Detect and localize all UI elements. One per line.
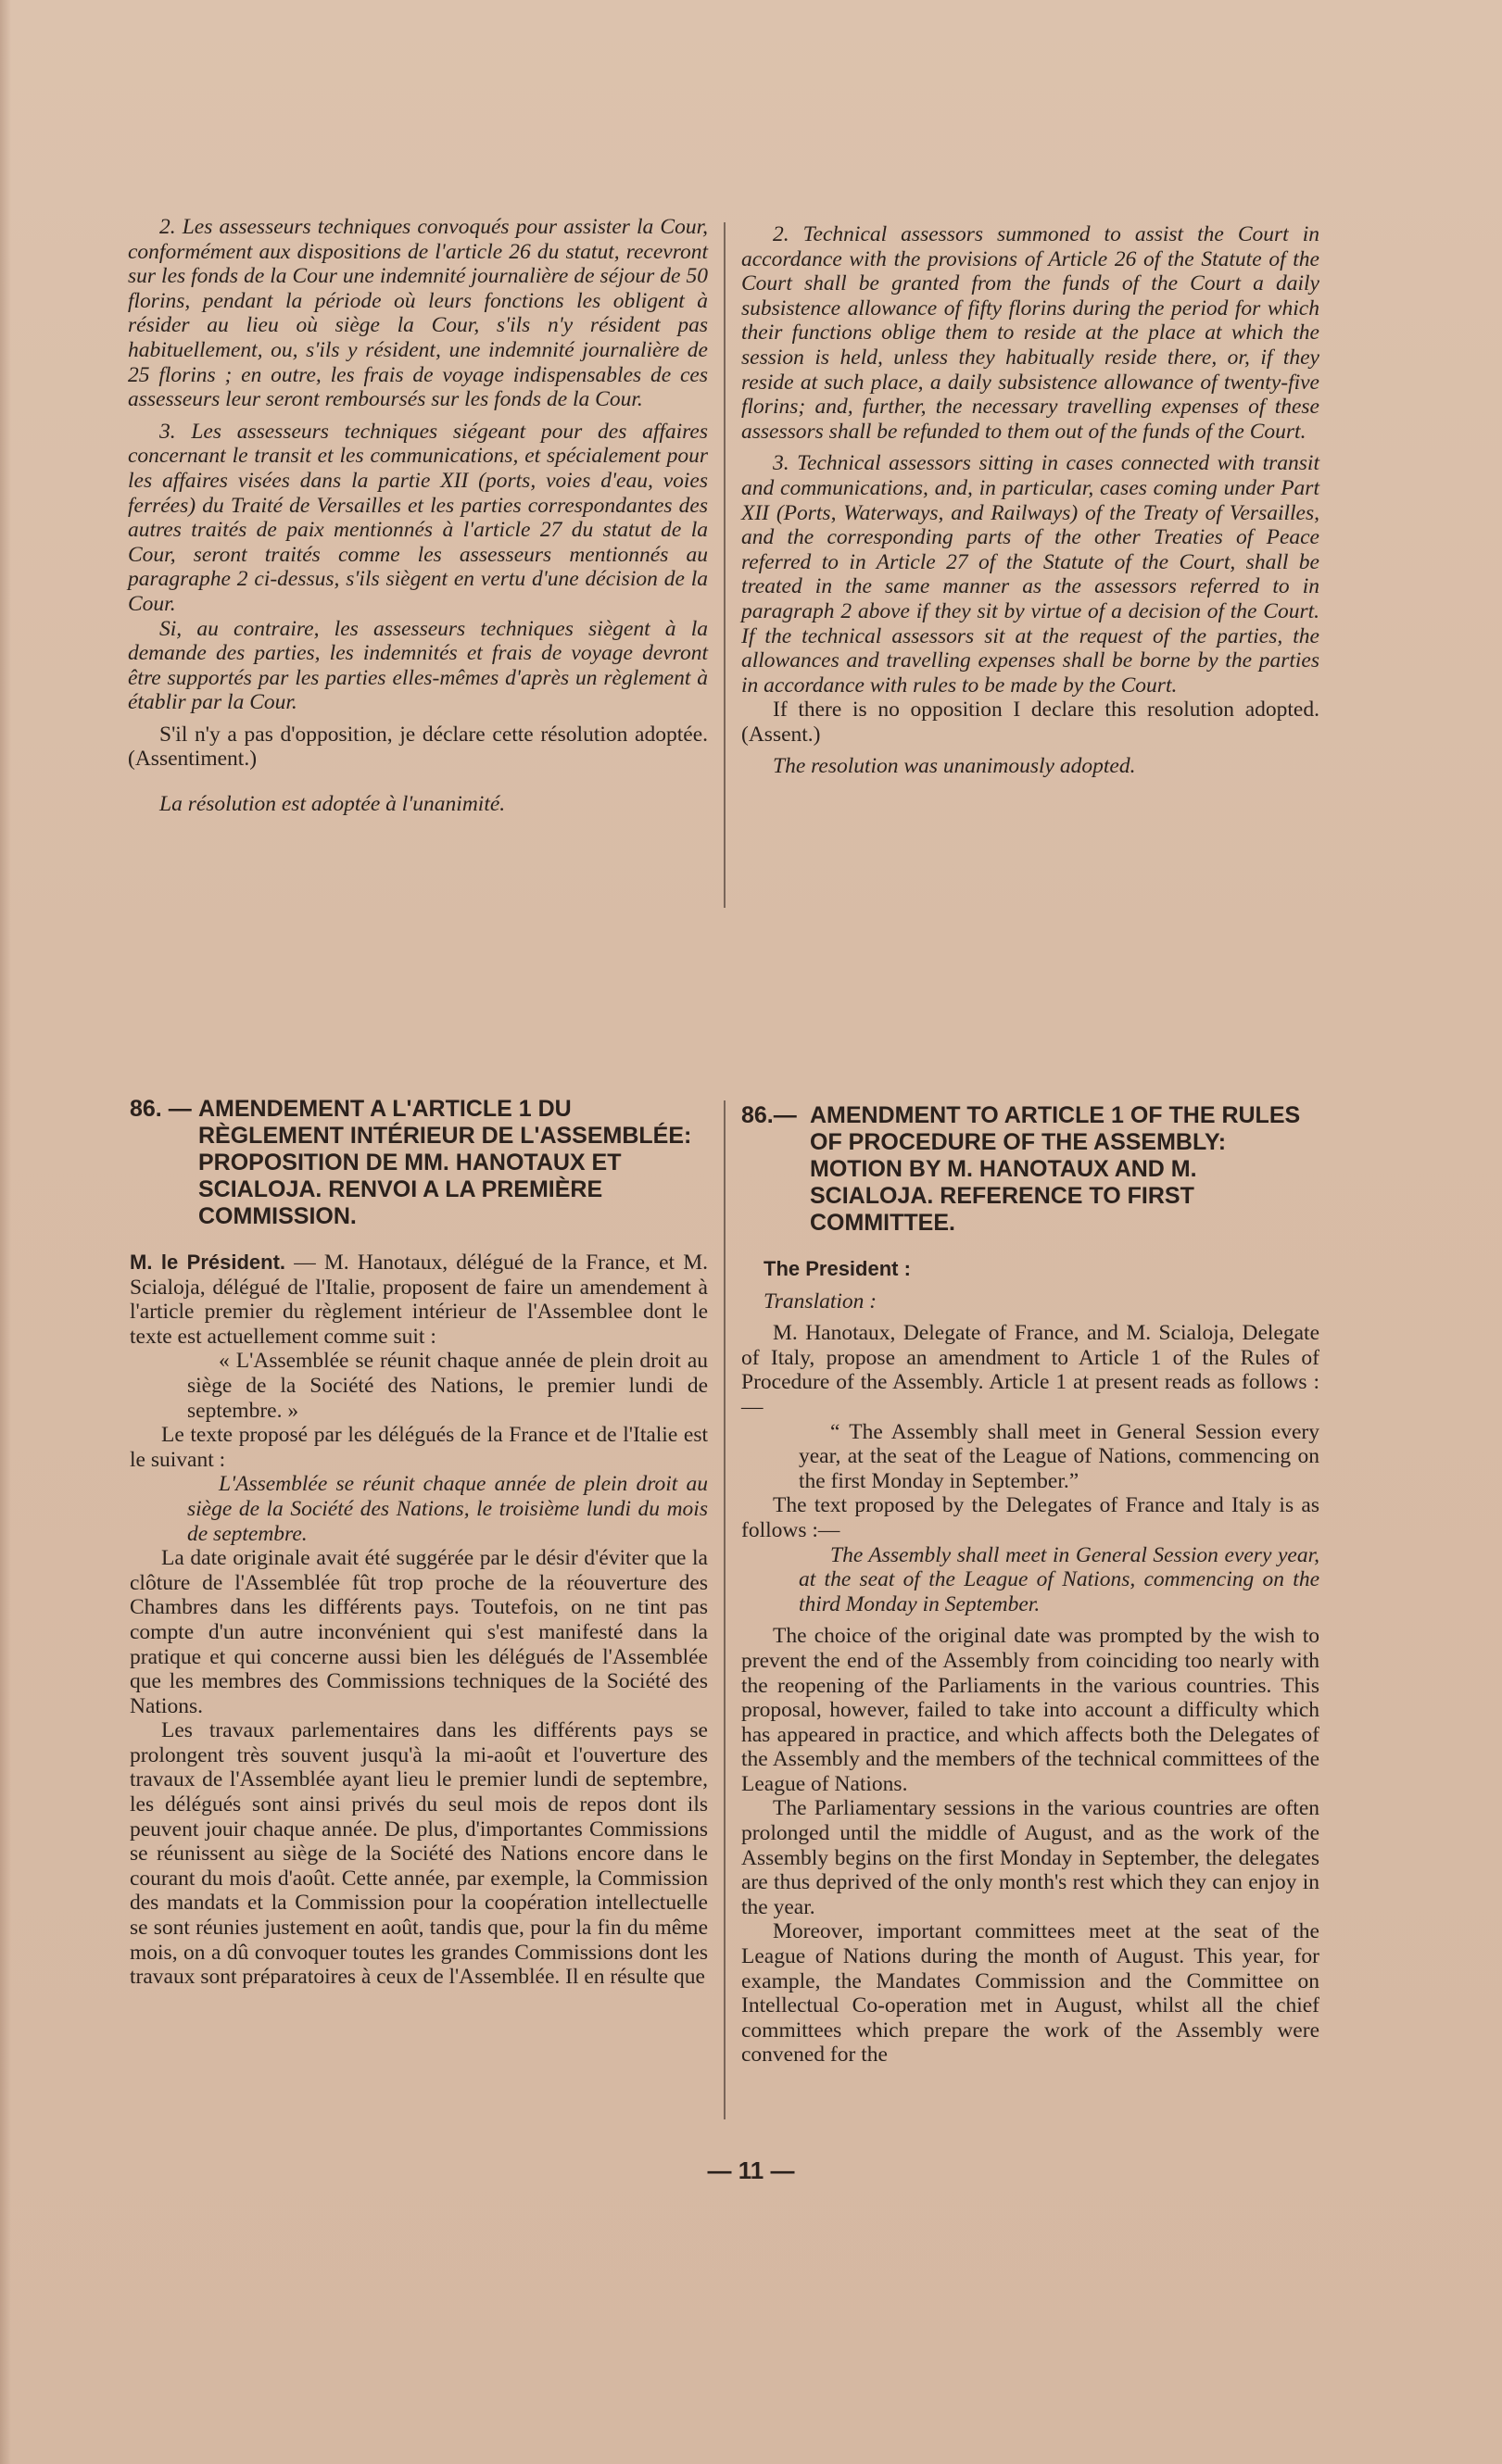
en-section-heading	[741, 1102, 1319, 1237]
column-divider-top	[724, 222, 726, 908]
en-committees-paragraph: Moreover, important committees meet at the seat of the League of Nations during the month of August. This year, for example, the Mandates Commission and the Committee on Intellectual Co-operation met in August, whilst all the chief committees which prepare the work of the Assembly were convened for the	[741, 1919, 1319, 2068]
en-speaker: The President :	[764, 1257, 911, 1280]
en-declaration: If there is no opposition I declare this resolution adopted. (Assent.)	[741, 698, 1319, 747]
en-proposed-intro: The text proposed by the Delegates of France and Italy is as follows :—	[741, 1493, 1319, 1542]
en-translation-label: Translation :	[764, 1289, 877, 1314]
fr-president-text: — M. Hanotaux, délégué de la France, et M. Scialoja, délégué de l'Italie, proposent de faire un amendement à l'article premier du règlement intérieur de l'Assemblee dont le texte est actuellement comme suit :	[130, 1251, 708, 1349]
en-original-date-paragraph: The choice of the original date was prompted by the wish to prevent the end of the Assembly from coinciding too nearly with the reopening of the Parliaments in the various countries. This proposal, however, failed to take into account a difficulty which has appeared in practice, and which affects both the Delegates of the Assembly and the members of the technical committees of the League of Nations.	[741, 1624, 1319, 1796]
en-quote-current: “ The Assembly shall meet in General Session every year, at the seat of the League of Nations, commencing on the first Monday in September.”	[799, 1419, 1319, 1493]
fr-president-paragraph	[130, 1251, 708, 1349]
column-divider-bottom	[724, 1100, 726, 2119]
french-column-bottom	[130, 1096, 708, 1990]
en-president-text: M. Hanotaux, Delegate of France, and M. Scialoja, Delegate of Italy, propose an amendment to Article 1 of the Rules of Procedure of the Assembly. Article 1 at present reads as follows :—	[741, 1321, 1319, 1419]
en-paragraph-3: 3. Technical assessors sitting in cases connected with transit and communications, and, in particular, cases coming under Part XII (Ports, Waterways, and Railways) of the Treaty of Versailles, and the corresponding parts of the other Treaties of Peace referred to in Article 27 of the Statute of the Court, shall be treated in the same manner as the assessors referred to in paragraph 2 above if they sit by virtue of a decision of the Court. If the technical assessors sit at the request of the parties, the allowances and travelling expenses shall be borne by the parties in accordance with rules to be made by the Court.	[741, 451, 1319, 698]
french-column-top	[128, 215, 708, 817]
en-heading-text: AMENDMENT TO ARTICLE 1 OF THE RULES OF PROCEDURE OF THE ASSEMBLY: MOTION BY M. HANOTAUX AND M. SCIALOJA. REFERENCE TO FIRST COMMITTEE.	[810, 1102, 1301, 1236]
fr-declaration: S'il n'y a pas d'opposition, je déclare cette résolution adoptée. (Assentiment.)	[128, 722, 708, 772]
fr-paragraph-3b: Si, au contraire, les assesseurs techniques siègent à la demande des parties, les indemnités et frais de voyage devront être supportés par les parties elles-mêmes d'après un règlement à établir par la Cour.	[128, 616, 708, 715]
english-column-top	[741, 222, 1319, 779]
fr-original-date-paragraph: La date originale avait été suggérée par le désir d'éviter que la clôture de l'Assemblée fût trop proche de la réouverture des Chambres dans les différents pays. Toutefois, on ne tint pas compte d'un autre inconvénient qui s'est manifesté dans la pratique et qui concerne aussi bien les délégués de l'Assemblée que les membres des Commissions techniques de la Société des Nations.	[130, 1546, 708, 1718]
page-edge-shadow	[0, 0, 11, 2464]
fr-heading-number: 86. —	[130, 1096, 192, 1122]
fr-paragraph-3: 3. Les assesseurs techniques siégeant pour des affaires concernant le transit et les communications, et spécialement pour les affaires visées dans la partie XII (ports, voies d'eau, voies ferrées) du Traité de Versailles et les parties correspondantes des autres traités de paix mentionnés à l'article 27 du statut de la Cour, seront traités comme les assesseurs mentionnés au paragraphe 2 ci-dessus, s'ils siègent en vertu d'une décision de la Cour.	[128, 419, 708, 616]
fr-quote-proposed: L'Assemblée se réunit chaque année de plein droit au siège de la Société des Nations, le troisième lundi du mois de septembre.	[187, 1472, 708, 1546]
fr-resolution-adopted: La résolution est adoptée à l'unanimité.	[159, 792, 506, 817]
en-resolution-adopted: The resolution was unanimously adopted.	[773, 754, 1136, 779]
fr-parliamentary-paragraph: Les travaux parlementaires dans les différents pays se prolongent très souvent jusqu'à la mi-août et l'ouverture des travaux de l'Assemblée ayant lieu le premier lundi de septembre, les délégués sont ainsi privés du seul mois de repos dont ils peuvent jouir chaque année. De plus, d'importantes Commissions se réunissent au siège de la Société des Nations encore dans le courant du mois d'août. Cette année, par exemple, la Commission des mandats et la Commission pour la coopération intellectuelle se sont réunies justement en août, tandis que, pour la fin du même mois, on a dû convoquer toutes les grandes Commissions dont les travaux sont préparatoires à ceux de l'Assemblée. Il en résulte que	[130, 1718, 708, 1990]
english-column-bottom	[741, 1102, 1319, 2068]
fr-quote-current: « L'Assemblée se réunit chaque année de plein droit au siège de la Société des Nations, le premier lundi de septembre. »	[187, 1349, 708, 1423]
page-number: — 11 —	[707, 2156, 795, 2184]
fr-section-heading	[130, 1096, 708, 1230]
fr-speaker: M. le Président.	[130, 1251, 286, 1274]
fr-proposed-intro: Le texte proposé par les délégués de la France et de l'Italie est le suivant :	[130, 1423, 708, 1472]
fr-paragraph-2: 2. Les assesseurs techniques convoqués pour assister la Cour, conformément aux dispositions de l'article 26 du statut, recevront sur les fonds de la Cour une indemnité journalière de séjour de 50 florins, pendant la période où leurs fonctions les obligent à résider au lieu où siège la Cour, s'ils n'y résident pas habituellement, ou, s'ils y résident, une indemnité journalière de 25 florins ; en outre, les frais de voyage indispensables de ces assesseurs leur seront remboursés sur les fonds de la Cour.	[128, 215, 708, 412]
en-quote-proposed: The Assembly shall meet in General Session every year, at the seat of the League of Nations, commencing on the third Monday in September.	[799, 1542, 1319, 1616]
en-heading-number: 86.—	[741, 1102, 797, 1128]
fr-heading-text: AMENDEMENT A L'ARTICLE 1 DU RÈGLEMENT INTÉRIEUR DE L'ASSEMBLÉE: PROPOSITION DE MM. HANOTAUX ET SCIALOJA. RENVOI A LA PREMIÈRE COMMISSION.	[198, 1096, 692, 1229]
en-paragraph-2: 2. Technical assessors summoned to assist the Court in accordance with the provisions of Article 26 of the Statute of the Court shall be granted from the funds of the Court a daily subsistence allowance of fifty florins during the period for which their functions oblige them to reside at the place at which the session is held, unless they habitually reside there, or, if they reside at such place, a daily subsistence allowance of twenty-five florins; and, further, the necessary travelling expenses of these assessors shall be refunded to them out of the funds of the Court.	[741, 222, 1319, 444]
en-parliamentary-paragraph: The Parliamentary sessions in the various countries are often prolonged until the middle of August, and as the work of the Assembly begins on the first Monday in September, the delegates are thus deprived of the only month's rest which they can enjoy in the year.	[741, 1796, 1319, 1919]
